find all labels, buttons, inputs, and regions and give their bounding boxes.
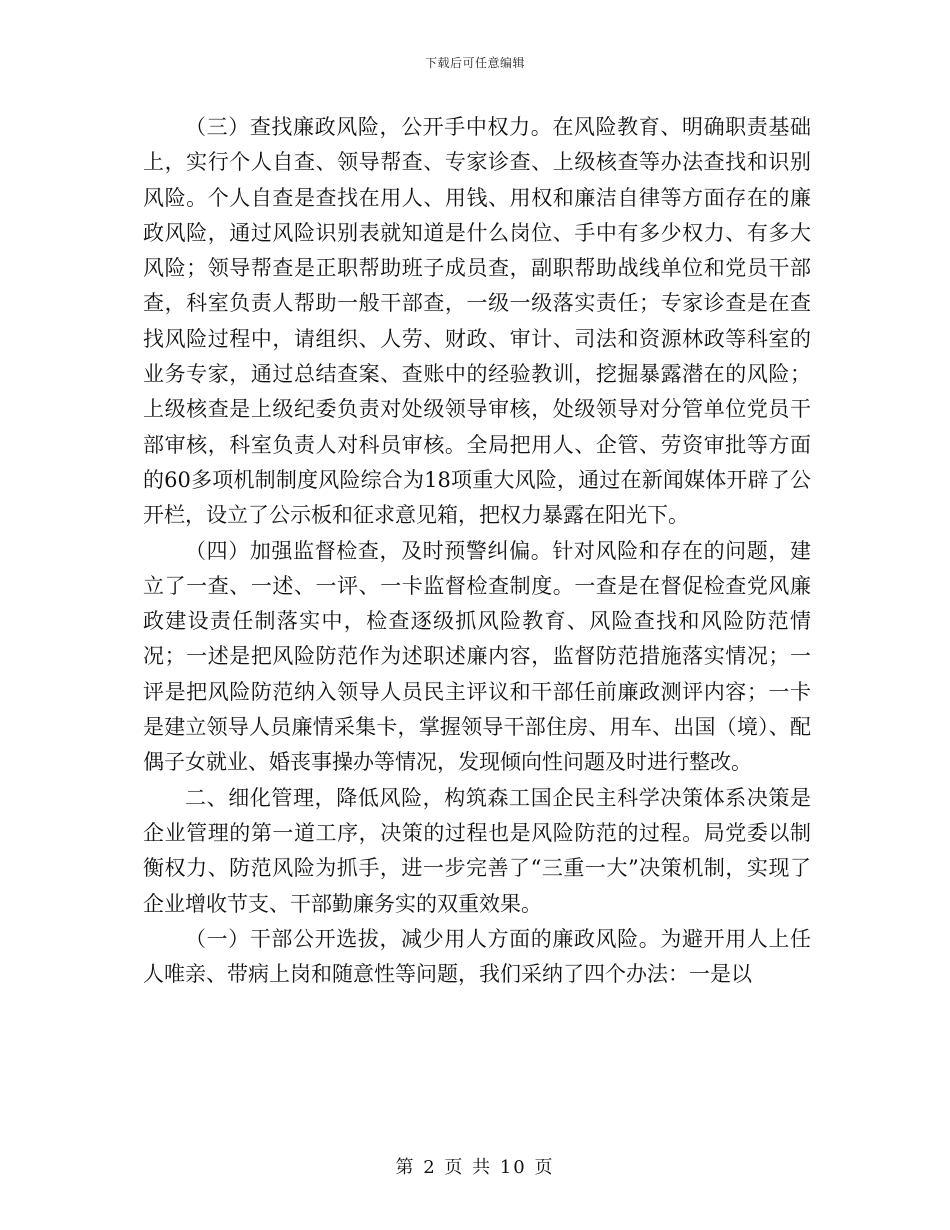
paragraph-section-4: （四）加强监督检查，及时预警纠偏。针对风险和存在的问题，建立了一查、一述、一评、一卡监督检查制度。一查是在督促检查党风廉政建设责任制落实中，检查逐级抓风险教育、风险查找和风险防范情况；一述是把风险防范作为述职述廉内容，监督防范措施落实情况；一评是把风险防范纳入领导人员民主评议和干部任前廉政测评内容；一卡是建立领导人员廉情采集卡，掌握领导干部住房、用车、出国（境）、配偶子女就业、婚丧事操办等情况，发现倾向性问题及时进行整改。 [143,538,811,775]
page-header: 下载后可任意编辑 [424,56,525,70]
paragraph-part-2: 二、细化管理，降低风险，构筑森工国企民主科学决策体系决策是企业管理的第一道工序，决策的过程也是风险防范的过程。局党委以制衡权力、防范风险为抓手，进一步完善了“三重一大”决策机制，实现了企业增收节支、干部勤廉务实的双重效果。 [143,785,811,916]
paragraph-subsection-1: （一）干部公开选拔，减少用人方面的廉政风险。为避开用人上任人唯亲、带病上岗和随意性等问题，我们采纳了四个办法：一是以 [143,926,811,987]
document-body [143,110,811,992]
page-footer: 第 2 页 共 10 页 [395,1157,555,1178]
paragraph-section-3: （三）查找廉政风险，公开手中权力。在风险教育、明确职责基础上，实行个人自查、领导帮查、专家诊查、上级核查等办法查找和识别风险。个人自查是查找在用人、用钱、用权和廉洁自律等方面存在的廉政风险，通过风险识别表就知道是什么岗位、手中有多少权力、有多大风险；领导帮查是正职帮助班子成员查，副职帮助战线单位和党员干部查，科室负责人帮助一般干部查，一级一级落实责任；专家诊查是在查找风险过程中，请组织、人劳、财政、审计、司法和资源林政等科室的业务专家，通过总结查案、查账中的经验教训，挖掘暴露潜在的风险；上级核查是上级纪委负责对处级领导审核，处级领导对分管单位党员干部审核，科室负责人对科员审核。全局把用人、企管、劳资审批等方面的60多项机制制度风险综合为18项重大风险，通过在新闻媒体开辟了公开栏，设立了公示板和征求意见箱，把权力暴露在阳光下。 [143,115,811,528]
